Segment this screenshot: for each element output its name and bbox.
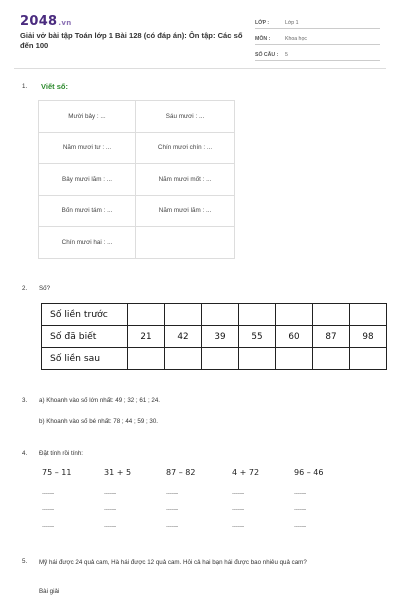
- site-logo[interactable]: [20, 14, 72, 29]
- table-cell: [128, 304, 165, 326]
- answer-dots: ...........: [232, 490, 244, 496]
- row-label: Số đã biết: [42, 326, 128, 348]
- table-row: [39, 101, 235, 133]
- table-cell: Bảy mươi lăm : ...: [39, 164, 136, 196]
- meta-row-class: [255, 16, 380, 29]
- meta-value: 5: [285, 52, 288, 58]
- table-cell: [350, 348, 387, 370]
- neighbor-number-table: [41, 303, 387, 370]
- table-row: [39, 195, 235, 227]
- answer-dots: ...........: [104, 506, 116, 512]
- logo-suffix: .vn: [58, 19, 72, 27]
- table-cell: 39: [202, 326, 239, 348]
- meta-panel: [255, 16, 380, 64]
- table-row: [39, 227, 235, 259]
- table-cell: [136, 227, 235, 259]
- question-4-number: 4.: [22, 450, 28, 457]
- table-cell: Sáu mươi : ...: [136, 101, 235, 133]
- header-divider: [14, 68, 386, 69]
- logo-text: 2048: [20, 14, 58, 29]
- answer-dots: ...........: [166, 523, 178, 529]
- expression-1: 75 – 11: [42, 468, 72, 477]
- expression-3: 87 – 82: [166, 468, 196, 477]
- answer-dots: ...........: [294, 506, 306, 512]
- write-number-table: [38, 100, 235, 259]
- meta-row-subject: [255, 32, 380, 45]
- question-1-title: Viết số:: [41, 82, 68, 91]
- answer-dots: ...........: [166, 506, 178, 512]
- answer-dots: ...........: [294, 490, 306, 496]
- answer-dots: ...........: [42, 490, 54, 496]
- table-cell: [202, 348, 239, 370]
- page-title: Giải vở bài tập Toán lớp 1 Bài 128 (có đáp án): Ôn tập: Các số đến 100: [20, 31, 243, 51]
- table-cell: Chín mươi chín : ...: [136, 132, 235, 164]
- answer-dots: ...........: [232, 506, 244, 512]
- answer-dots: ...........: [104, 490, 116, 496]
- answer-dots: ...........: [166, 490, 178, 496]
- table-cell: 42: [165, 326, 202, 348]
- answer-label: Bài giải: [39, 588, 60, 595]
- table-cell: Mười bảy : ...: [39, 101, 136, 133]
- table-cell: [165, 348, 202, 370]
- table-cell: [276, 348, 313, 370]
- table-cell: [350, 304, 387, 326]
- question-3-part-b: b) Khoanh vào số bé nhất: 78 ; 44 ; 59 ; 30.: [39, 418, 159, 425]
- question-3-part-a: a) Khoanh vào số lớn nhất: 49 ; 32 ; 61 ; 24.: [39, 397, 161, 404]
- question-2-title: Số?: [39, 285, 51, 292]
- question-5-number: 5.: [22, 558, 28, 565]
- table-cell: [239, 348, 276, 370]
- table-cell: 87: [313, 326, 350, 348]
- row-label: Số liền sau: [42, 348, 128, 370]
- table-cell: [313, 304, 350, 326]
- meta-value: Lớp 1: [285, 20, 299, 26]
- question-3-number: 3.: [22, 397, 28, 404]
- meta-label: LỚP :: [255, 20, 270, 26]
- table-cell: [128, 348, 165, 370]
- table-cell: 55: [239, 326, 276, 348]
- table-cell: [202, 304, 239, 326]
- table-row: [39, 132, 235, 164]
- question-5-text: Mỹ hái được 24 quả cam, Hà hái được 12 quả cam. Hỏi cả hai bạn hái được bao nhiêu quả cam?: [39, 559, 307, 566]
- answer-dots: ...........: [294, 523, 306, 529]
- table-cell: [165, 304, 202, 326]
- table-row-known: [42, 326, 387, 348]
- answer-dots: ...........: [232, 523, 244, 529]
- table-cell: 98: [350, 326, 387, 348]
- answer-dots: ...........: [42, 506, 54, 512]
- question-1-number: 1.: [22, 83, 28, 90]
- table-row-next: [42, 348, 387, 370]
- table-cell: [239, 304, 276, 326]
- answer-dots: ...........: [42, 523, 54, 529]
- expression-2: 31 + 5: [104, 468, 132, 477]
- meta-label: MÔN :: [255, 36, 271, 42]
- table-cell: Bốn mươi tám : ...: [39, 195, 136, 227]
- table-row: [39, 164, 235, 196]
- row-label: Số liền trước: [42, 304, 128, 326]
- table-cell: 21: [128, 326, 165, 348]
- table-cell: 60: [276, 326, 313, 348]
- question-4-title: Đặt tính rồi tính:: [39, 450, 84, 457]
- expression-5: 96 – 46: [294, 468, 324, 477]
- expression-4: 4 + 72: [232, 468, 260, 477]
- table-cell: [313, 348, 350, 370]
- answer-dots: ...........: [104, 523, 116, 529]
- table-row-previous: [42, 304, 387, 326]
- meta-row-count: [255, 48, 380, 61]
- meta-value: Khoa học: [285, 36, 307, 42]
- meta-label: SỐ CÂU :: [255, 52, 279, 58]
- table-cell: Năm mươi tư : ...: [39, 132, 136, 164]
- table-cell: Chín mươi hai : ...: [39, 227, 136, 259]
- table-cell: Năm mươi mốt : ...: [136, 164, 235, 196]
- table-cell: [276, 304, 313, 326]
- question-2-number: 2.: [22, 285, 28, 292]
- table-cell: Năm mươi lăm : ...: [136, 195, 235, 227]
